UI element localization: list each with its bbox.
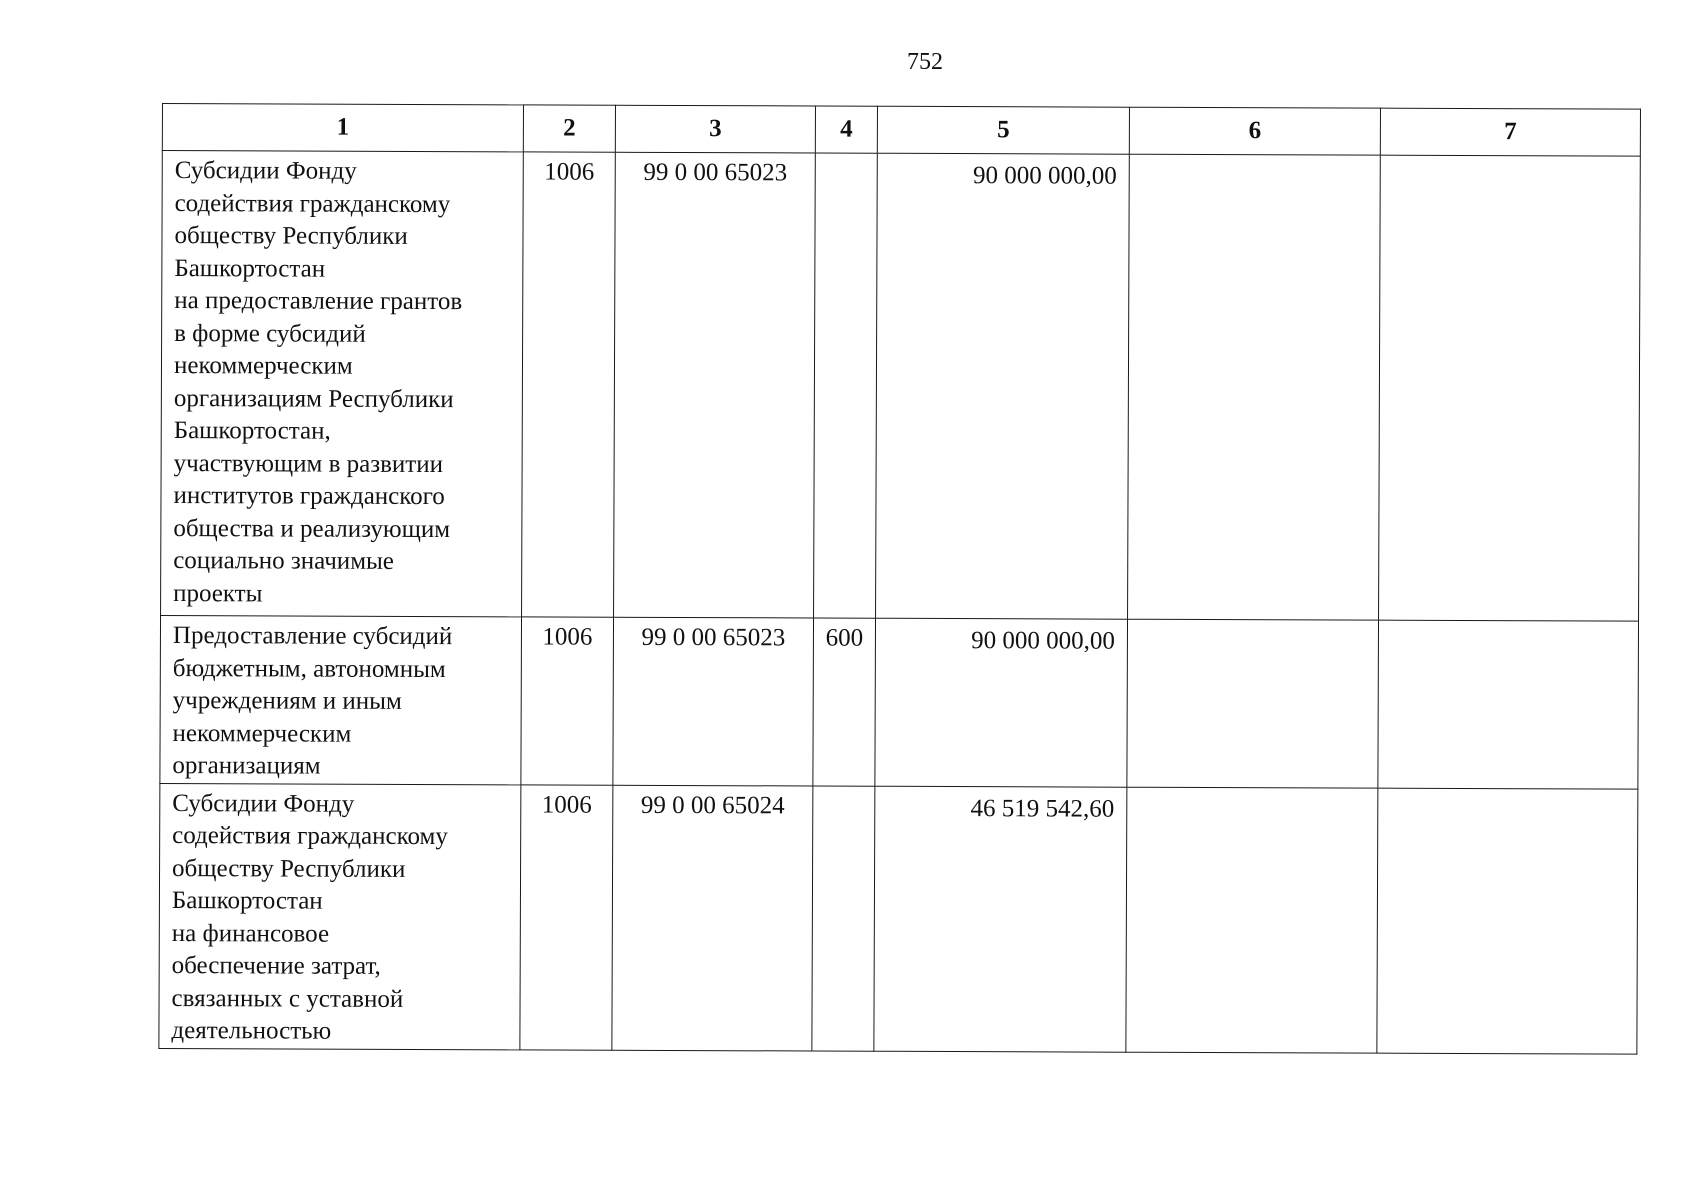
- header-col-7: 7: [1380, 108, 1640, 156]
- header-col-6: 6: [1129, 107, 1380, 155]
- row-col7-cell: [1379, 155, 1641, 621]
- row-name-cell: Предоставление субсидий бюджетным, автономным учреждениям и иным некоммерческим организациям: [160, 615, 522, 784]
- row-code-cell: 99 0 00 65023: [613, 617, 814, 785]
- row-col7-cell: [1377, 788, 1638, 1054]
- row-type-cell: [814, 153, 878, 618]
- row-code-cell: 99 0 00 65024: [612, 785, 813, 1051]
- row-code-cell: 99 0 00 65023: [614, 152, 816, 618]
- row-section-cell: 1006: [521, 617, 614, 785]
- header-col-3: 3: [615, 105, 815, 153]
- row-col7-cell: [1378, 620, 1639, 788]
- row-name-cell: Субсидии Фонду содействия гражданскому обществу Республики Башкортостан на предоставление грантов в форме субсидий некоммерческим организациям Республики Башкортостан, участвующим в развитии институтов гражданского общества и реализующим социально значимые проекты: [161, 151, 524, 617]
- row-section-cell: 1006: [520, 784, 613, 1049]
- table-row: [161, 151, 1641, 622]
- table-row: [159, 783, 1638, 1054]
- row-section-cell: 1006: [522, 152, 616, 617]
- row-amount-cell: 90 000 000,00: [875, 618, 1128, 786]
- page-number: 752: [907, 49, 943, 75]
- header-col-4: 4: [815, 106, 877, 153]
- row-type-cell: [812, 786, 875, 1051]
- header-col-5: 5: [877, 106, 1129, 154]
- row-amount-cell: 46 519 542,60: [874, 786, 1127, 1052]
- row-amount-cell: 90 000 000,00: [876, 153, 1130, 619]
- row-name-cell: Субсидии Фонду содействия гражданскому обществу Республики Башкортостан на финансовое обеспечение затрат, связанных с уставной деятельностью: [159, 783, 521, 1049]
- header-col-1: 1: [162, 104, 523, 152]
- row-col6-cell: [1127, 619, 1379, 787]
- row-col6-cell: [1126, 787, 1378, 1053]
- header-col-2: 2: [523, 105, 615, 152]
- table-row: [160, 615, 1639, 788]
- budget-table: [158, 103, 1641, 1054]
- header-row: [162, 104, 1640, 157]
- row-col6-cell: [1128, 154, 1381, 620]
- row-type-cell: 600: [813, 618, 876, 786]
